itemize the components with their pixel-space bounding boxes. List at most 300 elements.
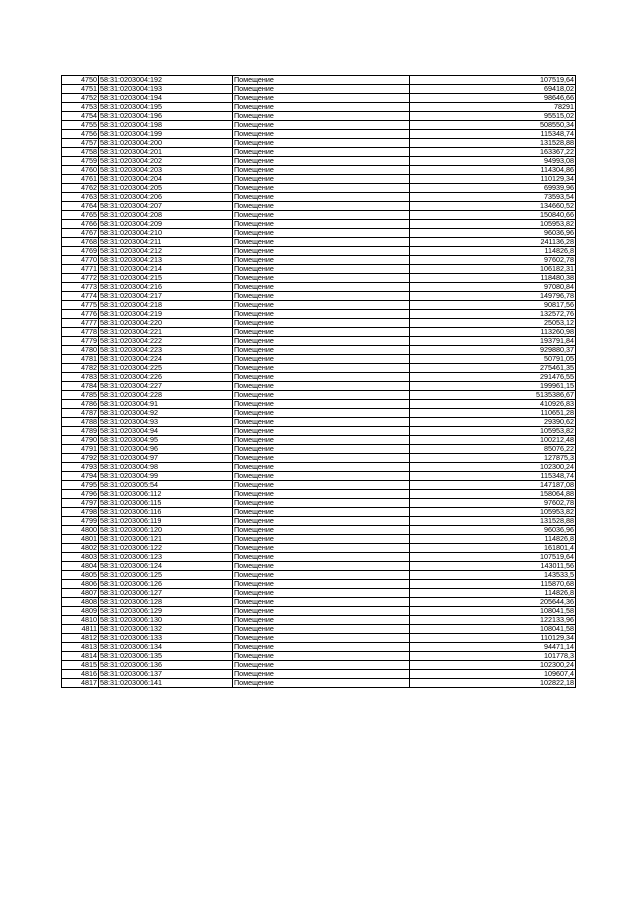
cadastral-number-cell: 58:31:0203006:121 bbox=[99, 535, 233, 544]
row-number-cell: 4801 bbox=[62, 535, 99, 544]
table-row bbox=[62, 436, 576, 445]
cadastral-number-cell: 58:31:0203005:54 bbox=[99, 481, 233, 490]
object-type-cell: Помещение bbox=[233, 526, 410, 535]
cadastral-number-cell: 58:31:0203004:218 bbox=[99, 301, 233, 310]
cadastral-number-cell: 58:31:0203004:204 bbox=[99, 175, 233, 184]
value-cell: 110651,28 bbox=[410, 409, 576, 418]
value-cell: 163367,22 bbox=[410, 148, 576, 157]
table-row bbox=[62, 220, 576, 229]
cadastral-number-cell: 58:31:0203004:214 bbox=[99, 265, 233, 274]
table-row bbox=[62, 544, 576, 553]
row-number-cell: 4756 bbox=[62, 130, 99, 139]
value-cell: 161801,4 bbox=[410, 544, 576, 553]
cadastral-number-cell: 58:31:0203004:201 bbox=[99, 148, 233, 157]
object-type-cell: Помещение bbox=[233, 247, 410, 256]
row-number-cell: 4782 bbox=[62, 364, 99, 373]
table-row bbox=[62, 112, 576, 121]
cadastral-number-cell: 58:31:0203004:222 bbox=[99, 337, 233, 346]
row-number-cell: 4773 bbox=[62, 283, 99, 292]
cadastral-number-cell: 58:31:0203004:224 bbox=[99, 355, 233, 364]
value-cell: 107519,64 bbox=[410, 553, 576, 562]
object-type-cell: Помещение bbox=[233, 139, 410, 148]
row-number-cell: 4793 bbox=[62, 463, 99, 472]
row-number-cell: 4762 bbox=[62, 184, 99, 193]
value-cell: 205644,36 bbox=[410, 598, 576, 607]
table-row bbox=[62, 526, 576, 535]
cadastral-number-cell: 58:31:0203004:220 bbox=[99, 319, 233, 328]
value-cell: 114826,8 bbox=[410, 247, 576, 256]
table-row bbox=[62, 157, 576, 166]
value-cell: 241136,28 bbox=[410, 238, 576, 247]
object-type-cell: Помещение bbox=[233, 382, 410, 391]
table-row bbox=[62, 643, 576, 652]
cadastral-number-cell: 58:31:0203004:97 bbox=[99, 454, 233, 463]
object-type-cell: Помещение bbox=[233, 184, 410, 193]
object-type-cell: Помещение bbox=[233, 148, 410, 157]
value-cell: 275461,35 bbox=[410, 364, 576, 373]
value-cell: 29390,62 bbox=[410, 418, 576, 427]
cadastral-number-cell: 58:31:0203006:134 bbox=[99, 643, 233, 652]
object-type-cell: Помещение bbox=[233, 472, 410, 481]
value-cell: 69939,96 bbox=[410, 184, 576, 193]
row-number-cell: 4786 bbox=[62, 400, 99, 409]
row-number-cell: 4785 bbox=[62, 391, 99, 400]
value-cell: 115348,74 bbox=[410, 130, 576, 139]
table-row bbox=[62, 481, 576, 490]
value-cell: 105953,82 bbox=[410, 220, 576, 229]
row-number-cell: 4799 bbox=[62, 517, 99, 526]
cadastral-number-cell: 58:31:0203006:112 bbox=[99, 490, 233, 499]
value-cell: 102300,24 bbox=[410, 661, 576, 670]
value-cell: 5135386,67 bbox=[410, 391, 576, 400]
object-type-cell: Помещение bbox=[233, 454, 410, 463]
cadastral-number-cell: 58:31:0203004:213 bbox=[99, 256, 233, 265]
cadastral-number-cell: 58:31:0203006:130 bbox=[99, 616, 233, 625]
table-row bbox=[62, 121, 576, 130]
row-number-cell: 4803 bbox=[62, 553, 99, 562]
value-cell: 105953,82 bbox=[410, 427, 576, 436]
row-number-cell: 4797 bbox=[62, 499, 99, 508]
table-row bbox=[62, 445, 576, 454]
cadastral-number-cell: 58:31:0203004:210 bbox=[99, 229, 233, 238]
cadastral-number-cell: 58:31:0203004:93 bbox=[99, 418, 233, 427]
cadastral-number-cell: 58:31:0203006:136 bbox=[99, 661, 233, 670]
table-row bbox=[62, 247, 576, 256]
object-type-cell: Помещение bbox=[233, 283, 410, 292]
row-number-cell: 4784 bbox=[62, 382, 99, 391]
table-row bbox=[62, 184, 576, 193]
table-row bbox=[62, 310, 576, 319]
cadastral-number-cell: 58:31:0203004:217 bbox=[99, 292, 233, 301]
object-type-cell: Помещение bbox=[233, 553, 410, 562]
cadastral-number-cell: 58:31:0203004:199 bbox=[99, 130, 233, 139]
value-cell: 132572,76 bbox=[410, 310, 576, 319]
object-type-cell: Помещение bbox=[233, 94, 410, 103]
table-row bbox=[62, 130, 576, 139]
table-row bbox=[62, 274, 576, 283]
row-number-cell: 4778 bbox=[62, 328, 99, 337]
cadastral-number-cell: 58:31:0203004:203 bbox=[99, 166, 233, 175]
cadastral-number-cell: 58:31:0203006:115 bbox=[99, 499, 233, 508]
table-row bbox=[62, 400, 576, 409]
value-cell: 95515,02 bbox=[410, 112, 576, 121]
value-cell: 134660,52 bbox=[410, 202, 576, 211]
table-row bbox=[62, 553, 576, 562]
table-row bbox=[62, 355, 576, 364]
cadastral-number-cell: 58:31:0203004:207 bbox=[99, 202, 233, 211]
value-cell: 143011,56 bbox=[410, 562, 576, 571]
value-cell: 131528,88 bbox=[410, 139, 576, 148]
cadastral-number-cell: 58:31:0203004:216 bbox=[99, 283, 233, 292]
value-cell: 85076,22 bbox=[410, 445, 576, 454]
value-cell: 94471,14 bbox=[410, 643, 576, 652]
row-number-cell: 4767 bbox=[62, 229, 99, 238]
row-number-cell: 4768 bbox=[62, 238, 99, 247]
table-row bbox=[62, 229, 576, 238]
cadastral-number-cell: 58:31:0203004:96 bbox=[99, 445, 233, 454]
value-cell: 109607,4 bbox=[410, 670, 576, 679]
value-cell: 102300,24 bbox=[410, 463, 576, 472]
cadastral-number-cell: 58:31:0203004:193 bbox=[99, 85, 233, 94]
row-number-cell: 4783 bbox=[62, 373, 99, 382]
value-cell: 102822,18 bbox=[410, 679, 576, 688]
row-number-cell: 4752 bbox=[62, 94, 99, 103]
table-row bbox=[62, 571, 576, 580]
row-number-cell: 4779 bbox=[62, 337, 99, 346]
cadastral-number-cell: 58:31:0203006:125 bbox=[99, 571, 233, 580]
value-cell: 73593,54 bbox=[410, 193, 576, 202]
value-cell: 97602,78 bbox=[410, 499, 576, 508]
cadastral-number-cell: 58:31:0203004:200 bbox=[99, 139, 233, 148]
table-row bbox=[62, 364, 576, 373]
row-number-cell: 4760 bbox=[62, 166, 99, 175]
table-row bbox=[62, 85, 576, 94]
object-type-cell: Помещение bbox=[233, 598, 410, 607]
cadastral-number-cell: 58:31:0203004:91 bbox=[99, 400, 233, 409]
row-number-cell: 4750 bbox=[62, 76, 99, 85]
object-type-cell: Помещение bbox=[233, 652, 410, 661]
object-type-cell: Помещение bbox=[233, 202, 410, 211]
value-cell: 114826,8 bbox=[410, 589, 576, 598]
value-cell: 97602,78 bbox=[410, 256, 576, 265]
cadastral-number-cell: 58:31:0203006:132 bbox=[99, 625, 233, 634]
table-row bbox=[62, 517, 576, 526]
object-type-cell: Помещение bbox=[233, 391, 410, 400]
row-number-cell: 4781 bbox=[62, 355, 99, 364]
cadastral-number-cell: 58:31:0203004:202 bbox=[99, 157, 233, 166]
object-type-cell: Помещение bbox=[233, 211, 410, 220]
row-number-cell: 4772 bbox=[62, 274, 99, 283]
object-type-cell: Помещение bbox=[233, 166, 410, 175]
cadastral-number-cell: 58:31:0203006:116 bbox=[99, 508, 233, 517]
value-cell: 110129,34 bbox=[410, 175, 576, 184]
object-type-cell: Помещение bbox=[233, 229, 410, 238]
table-row bbox=[62, 580, 576, 589]
table-row bbox=[62, 607, 576, 616]
row-number-cell: 4769 bbox=[62, 247, 99, 256]
object-type-cell: Помещение bbox=[233, 607, 410, 616]
value-cell: 143533,5 bbox=[410, 571, 576, 580]
row-number-cell: 4775 bbox=[62, 301, 99, 310]
value-cell: 106182,31 bbox=[410, 265, 576, 274]
value-cell: 147187,08 bbox=[410, 481, 576, 490]
table-row bbox=[62, 427, 576, 436]
table-row bbox=[62, 454, 576, 463]
row-number-cell: 4816 bbox=[62, 670, 99, 679]
object-type-cell: Помещение bbox=[233, 508, 410, 517]
row-number-cell: 4764 bbox=[62, 202, 99, 211]
object-type-cell: Помещение bbox=[233, 418, 410, 427]
row-number-cell: 4758 bbox=[62, 148, 99, 157]
object-type-cell: Помещение bbox=[233, 76, 410, 85]
object-type-cell: Помещение bbox=[233, 238, 410, 247]
row-number-cell: 4757 bbox=[62, 139, 99, 148]
object-type-cell: Помещение bbox=[233, 328, 410, 337]
row-number-cell: 4787 bbox=[62, 409, 99, 418]
table-row bbox=[62, 103, 576, 112]
row-number-cell: 4751 bbox=[62, 85, 99, 94]
table-row bbox=[62, 409, 576, 418]
value-cell: 113260,98 bbox=[410, 328, 576, 337]
table-row bbox=[62, 670, 576, 679]
table-row bbox=[62, 391, 576, 400]
row-number-cell: 4759 bbox=[62, 157, 99, 166]
table-row bbox=[62, 562, 576, 571]
table-row bbox=[62, 211, 576, 220]
cadastral-number-cell: 58:31:0203004:211 bbox=[99, 238, 233, 247]
cadastral-number-cell: 58:31:0203004:194 bbox=[99, 94, 233, 103]
object-type-cell: Помещение bbox=[233, 265, 410, 274]
cadastral-number-cell: 58:31:0203006:124 bbox=[99, 562, 233, 571]
cadastral-number-cell: 58:31:0203004:206 bbox=[99, 193, 233, 202]
value-cell: 150840,66 bbox=[410, 211, 576, 220]
table-row bbox=[62, 256, 576, 265]
row-number-cell: 4791 bbox=[62, 445, 99, 454]
cadastral-number-cell: 58:31:0203004:95 bbox=[99, 436, 233, 445]
value-cell: 108041,58 bbox=[410, 607, 576, 616]
value-cell: 114826,8 bbox=[410, 535, 576, 544]
table-row bbox=[62, 202, 576, 211]
object-type-cell: Помещение bbox=[233, 337, 410, 346]
cadastral-number-cell: 58:31:0203004:98 bbox=[99, 463, 233, 472]
object-type-cell: Помещение bbox=[233, 292, 410, 301]
row-number-cell: 4795 bbox=[62, 481, 99, 490]
row-number-cell: 4815 bbox=[62, 661, 99, 670]
table-row bbox=[62, 679, 576, 688]
cadastral-number-cell: 58:31:0203004:212 bbox=[99, 247, 233, 256]
row-number-cell: 4812 bbox=[62, 634, 99, 643]
object-type-cell: Помещение bbox=[233, 220, 410, 229]
table-row bbox=[62, 373, 576, 382]
cadastral-number-cell: 58:31:0203004:195 bbox=[99, 103, 233, 112]
value-cell: 115870,68 bbox=[410, 580, 576, 589]
data-table bbox=[61, 75, 576, 688]
object-type-cell: Помещение bbox=[233, 589, 410, 598]
row-number-cell: 4805 bbox=[62, 571, 99, 580]
object-type-cell: Помещение bbox=[233, 670, 410, 679]
value-cell: 929880,37 bbox=[410, 346, 576, 355]
row-number-cell: 4765 bbox=[62, 211, 99, 220]
object-type-cell: Помещение bbox=[233, 571, 410, 580]
table-row bbox=[62, 472, 576, 481]
table-row bbox=[62, 508, 576, 517]
row-number-cell: 4763 bbox=[62, 193, 99, 202]
table-row bbox=[62, 661, 576, 670]
object-type-cell: Помещение bbox=[233, 319, 410, 328]
table-row bbox=[62, 589, 576, 598]
cadastral-number-cell: 58:31:0203006:122 bbox=[99, 544, 233, 553]
row-number-cell: 4766 bbox=[62, 220, 99, 229]
object-type-cell: Помещение bbox=[233, 481, 410, 490]
value-cell: 127875,3 bbox=[410, 454, 576, 463]
value-cell: 97080,84 bbox=[410, 283, 576, 292]
object-type-cell: Помещение bbox=[233, 193, 410, 202]
value-cell: 114304,86 bbox=[410, 166, 576, 175]
table-row bbox=[62, 166, 576, 175]
cadastral-number-cell: 58:31:0203004:196 bbox=[99, 112, 233, 121]
object-type-cell: Помещение bbox=[233, 427, 410, 436]
table-row bbox=[62, 139, 576, 148]
value-cell: 110129,34 bbox=[410, 634, 576, 643]
row-number-cell: 4790 bbox=[62, 436, 99, 445]
row-number-cell: 4807 bbox=[62, 589, 99, 598]
object-type-cell: Помещение bbox=[233, 373, 410, 382]
object-type-cell: Помещение bbox=[233, 661, 410, 670]
value-cell: 96036,96 bbox=[410, 229, 576, 238]
row-number-cell: 4777 bbox=[62, 319, 99, 328]
value-cell: 122133,96 bbox=[410, 616, 576, 625]
row-number-cell: 4798 bbox=[62, 508, 99, 517]
row-number-cell: 4813 bbox=[62, 643, 99, 652]
cadastral-number-cell: 58:31:0203006:120 bbox=[99, 526, 233, 535]
table-row bbox=[62, 337, 576, 346]
table-row bbox=[62, 418, 576, 427]
cadastral-number-cell: 58:31:0203004:205 bbox=[99, 184, 233, 193]
row-number-cell: 4802 bbox=[62, 544, 99, 553]
row-number-cell: 4800 bbox=[62, 526, 99, 535]
object-type-cell: Помещение bbox=[233, 157, 410, 166]
value-cell: 108041,58 bbox=[410, 625, 576, 634]
object-type-cell: Помещение bbox=[233, 490, 410, 499]
table-row bbox=[62, 319, 576, 328]
object-type-cell: Помещение bbox=[233, 85, 410, 94]
table-row bbox=[62, 346, 576, 355]
row-number-cell: 4808 bbox=[62, 598, 99, 607]
table-row bbox=[62, 328, 576, 337]
cadastral-number-cell: 58:31:0203004:223 bbox=[99, 346, 233, 355]
object-type-cell: Помещение bbox=[233, 580, 410, 589]
object-type-cell: Помещение bbox=[233, 517, 410, 526]
row-number-cell: 4771 bbox=[62, 265, 99, 274]
value-cell: 410926,83 bbox=[410, 400, 576, 409]
object-type-cell: Помещение bbox=[233, 562, 410, 571]
table-row bbox=[62, 292, 576, 301]
row-number-cell: 4792 bbox=[62, 454, 99, 463]
value-cell: 291476,55 bbox=[410, 373, 576, 382]
cadastral-number-cell: 58:31:0203004:92 bbox=[99, 409, 233, 418]
table-row bbox=[62, 283, 576, 292]
object-type-cell: Помещение bbox=[233, 535, 410, 544]
row-number-cell: 4810 bbox=[62, 616, 99, 625]
row-number-cell: 4789 bbox=[62, 427, 99, 436]
object-type-cell: Помещение bbox=[233, 436, 410, 445]
table-row bbox=[62, 625, 576, 634]
object-type-cell: Помещение bbox=[233, 175, 410, 184]
object-type-cell: Помещение bbox=[233, 346, 410, 355]
value-cell: 193791,84 bbox=[410, 337, 576, 346]
object-type-cell: Помещение bbox=[233, 616, 410, 625]
cadastral-number-cell: 58:31:0203004:225 bbox=[99, 364, 233, 373]
object-type-cell: Помещение bbox=[233, 112, 410, 121]
cadastral-number-cell: 58:31:0203004:192 bbox=[99, 76, 233, 85]
object-type-cell: Помещение bbox=[233, 634, 410, 643]
cadastral-number-cell: 58:31:0203004:215 bbox=[99, 274, 233, 283]
value-cell: 118480,38 bbox=[410, 274, 576, 283]
object-type-cell: Помещение bbox=[233, 499, 410, 508]
cadastral-number-cell: 58:31:0203006:119 bbox=[99, 517, 233, 526]
cadastral-number-cell: 58:31:0203004:209 bbox=[99, 220, 233, 229]
table-row bbox=[62, 634, 576, 643]
object-type-cell: Помещение bbox=[233, 130, 410, 139]
object-type-cell: Помещение bbox=[233, 445, 410, 454]
object-type-cell: Помещение bbox=[233, 463, 410, 472]
cadastral-number-cell: 58:31:0203006:128 bbox=[99, 598, 233, 607]
value-cell: 105953,82 bbox=[410, 508, 576, 517]
table-row bbox=[62, 463, 576, 472]
row-number-cell: 4806 bbox=[62, 580, 99, 589]
cadastral-number-cell: 58:31:0203004:226 bbox=[99, 373, 233, 382]
table-row bbox=[62, 175, 576, 184]
object-type-cell: Помещение bbox=[233, 355, 410, 364]
object-type-cell: Помещение bbox=[233, 256, 410, 265]
row-number-cell: 4809 bbox=[62, 607, 99, 616]
value-cell: 90817,56 bbox=[410, 301, 576, 310]
object-type-cell: Помещение bbox=[233, 121, 410, 130]
cadastral-number-cell: 58:31:0203004:228 bbox=[99, 391, 233, 400]
value-cell: 508550,34 bbox=[410, 121, 576, 130]
value-cell: 149796,78 bbox=[410, 292, 576, 301]
cadastral-number-cell: 58:31:0203006:126 bbox=[99, 580, 233, 589]
table-row bbox=[62, 193, 576, 202]
cadastral-number-cell: 58:31:0203006:123 bbox=[99, 553, 233, 562]
value-cell: 199961,15 bbox=[410, 382, 576, 391]
object-type-cell: Помещение bbox=[233, 310, 410, 319]
table-row bbox=[62, 499, 576, 508]
table-row bbox=[62, 301, 576, 310]
row-number-cell: 4796 bbox=[62, 490, 99, 499]
table-row bbox=[62, 76, 576, 85]
object-type-cell: Помещение bbox=[233, 409, 410, 418]
object-type-cell: Помещение bbox=[233, 679, 410, 688]
value-cell: 101778,3 bbox=[410, 652, 576, 661]
cadastral-number-cell: 58:31:0203004:198 bbox=[99, 121, 233, 130]
row-number-cell: 4776 bbox=[62, 310, 99, 319]
cadastral-number-cell: 58:31:0203004:208 bbox=[99, 211, 233, 220]
row-number-cell: 4754 bbox=[62, 112, 99, 121]
table-row bbox=[62, 598, 576, 607]
value-cell: 78291 bbox=[410, 103, 576, 112]
cadastral-number-cell: 58:31:0203004:219 bbox=[99, 310, 233, 319]
row-number-cell: 4753 bbox=[62, 103, 99, 112]
row-number-cell: 4780 bbox=[62, 346, 99, 355]
table-row bbox=[62, 652, 576, 661]
cadastral-number-cell: 58:31:0203006:135 bbox=[99, 652, 233, 661]
row-number-cell: 4814 bbox=[62, 652, 99, 661]
value-cell: 96036,96 bbox=[410, 526, 576, 535]
table-body bbox=[62, 76, 576, 688]
table-row bbox=[62, 490, 576, 499]
table-row bbox=[62, 535, 576, 544]
